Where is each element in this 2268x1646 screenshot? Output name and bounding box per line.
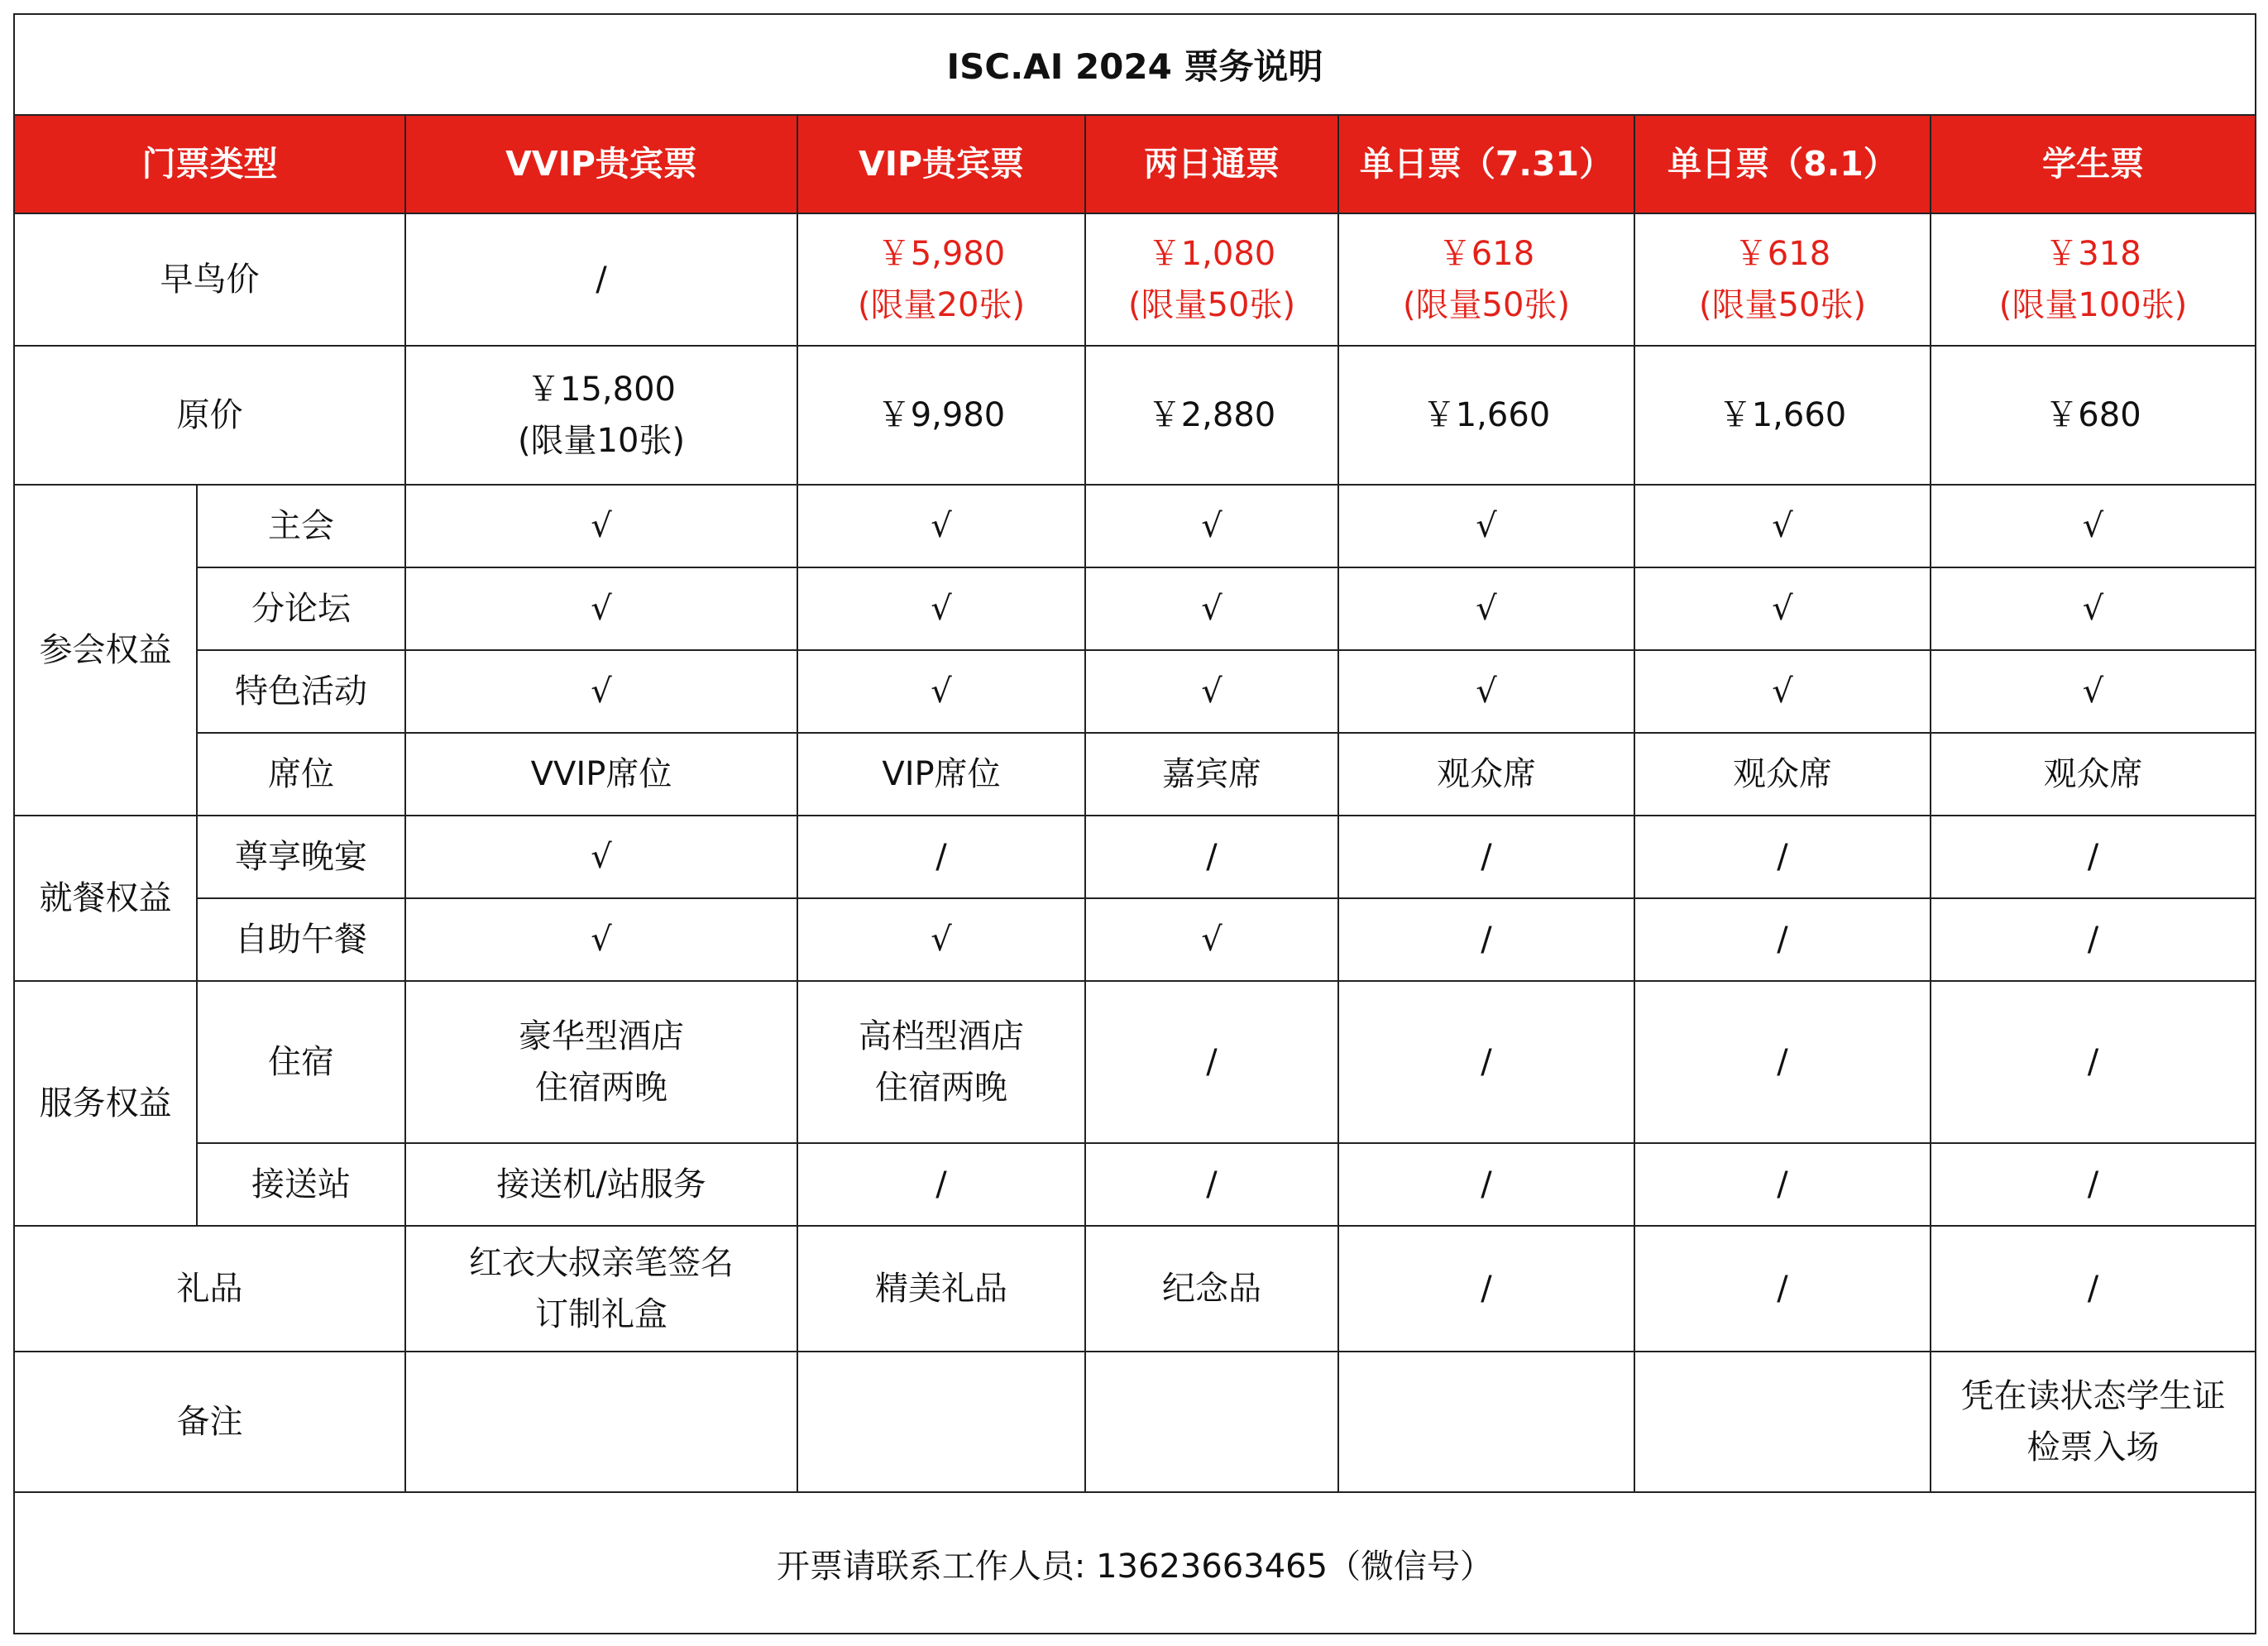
remark-vvip bbox=[405, 1352, 797, 1492]
table-row-gala-dinner bbox=[15, 816, 2255, 898]
remark-student bbox=[1931, 1352, 2255, 1492]
gift-vvip bbox=[405, 1226, 797, 1352]
gift-vvip-line-2: 订制礼盒 bbox=[535, 1295, 667, 1333]
cell-value: 接送机/站服务 bbox=[405, 1143, 797, 1226]
cell-value: / bbox=[1931, 898, 2255, 981]
cell-value: 观众席 bbox=[1634, 733, 1931, 816]
cell-value: / bbox=[1338, 1143, 1634, 1226]
table-row-remark bbox=[15, 1352, 2255, 1492]
cell-value: √ bbox=[405, 567, 797, 650]
cell-value: √ bbox=[1085, 567, 1338, 650]
original-vip: ￥9,980 bbox=[797, 346, 1085, 485]
cell-value: √ bbox=[797, 650, 1085, 733]
early-bird-two-day bbox=[1085, 213, 1338, 346]
header-ticket-type: 门票类型 bbox=[15, 116, 405, 213]
header-vvip: VVIP贵宾票 bbox=[405, 116, 797, 213]
group-label-dining: 就餐权益 bbox=[15, 816, 197, 981]
original-vvip-limit: (限量10张) bbox=[517, 422, 686, 460]
early-bird-two-day-price: ￥1,080 bbox=[1147, 235, 1276, 273]
row-label-original-price: 原价 bbox=[15, 346, 405, 485]
early-bird-student bbox=[1931, 213, 2255, 346]
table-row-early-bird bbox=[15, 213, 2255, 346]
table-row-main-conference bbox=[15, 485, 2255, 567]
early-bird-day-731 bbox=[1338, 213, 1634, 346]
header-day-731: 单日票（7.31） bbox=[1338, 116, 1634, 213]
cell-value: / bbox=[1338, 1226, 1634, 1352]
early-bird-day-731-price: ￥618 bbox=[1438, 235, 1535, 273]
cell-value: 精美礼品 bbox=[797, 1226, 1085, 1352]
early-bird-two-day-limit: (限量50张) bbox=[1127, 286, 1296, 324]
header-student: 学生票 bbox=[1931, 116, 2255, 213]
row-label-seating: 席位 bbox=[197, 733, 405, 816]
remark-vip bbox=[797, 1352, 1085, 1492]
cell-value: / bbox=[797, 1143, 1085, 1226]
table-row-lodging bbox=[15, 981, 2255, 1143]
cell-value: √ bbox=[1931, 650, 2255, 733]
early-bird-student-price: ￥318 bbox=[2045, 235, 2141, 273]
cell-value: √ bbox=[1338, 485, 1634, 567]
cell-value: / bbox=[1634, 1143, 1931, 1226]
cell-value: 嘉宾席 bbox=[1085, 733, 1338, 816]
table-row-transfer bbox=[15, 1143, 2255, 1226]
early-bird-student-limit: (限量100张) bbox=[1998, 286, 2188, 324]
cell-value: √ bbox=[797, 485, 1085, 567]
cell-value: / bbox=[1634, 816, 1931, 898]
original-day-731: ￥1,660 bbox=[1338, 346, 1634, 485]
lodging-vip bbox=[797, 981, 1085, 1143]
lodging-vvip-line-2: 住宿两晚 bbox=[535, 1069, 667, 1107]
cell-value: / bbox=[1085, 981, 1338, 1143]
cell-value: / bbox=[1085, 816, 1338, 898]
header-vip: VIP贵宾票 bbox=[797, 116, 1085, 213]
cell-value: / bbox=[1634, 981, 1931, 1143]
row-label-remark: 备注 bbox=[15, 1352, 405, 1492]
table-row-seating bbox=[15, 733, 2255, 816]
cell-value: √ bbox=[1634, 650, 1931, 733]
original-two-day: ￥2,880 bbox=[1085, 346, 1338, 485]
cell-value: √ bbox=[1338, 567, 1634, 650]
cell-value: VVIP席位 bbox=[405, 733, 797, 816]
cell-value: √ bbox=[1634, 567, 1931, 650]
early-bird-day-81-price: ￥618 bbox=[1734, 235, 1831, 273]
page-title: ISC.AI 2024 票务说明 bbox=[15, 15, 2255, 116]
table-row-buffet-lunch bbox=[15, 898, 2255, 981]
header-two-day: 两日通票 bbox=[1085, 116, 1338, 213]
cell-value: / bbox=[1085, 1143, 1338, 1226]
early-bird-day-81-limit: (限量50张) bbox=[1698, 286, 1867, 324]
gift-vvip-line-1: 红衣大叔亲笔签名 bbox=[469, 1244, 734, 1282]
cell-value: √ bbox=[405, 816, 797, 898]
cell-value: √ bbox=[1085, 485, 1338, 567]
cell-value: √ bbox=[1085, 898, 1338, 981]
row-label-main-conference: 主会 bbox=[197, 485, 405, 567]
remark-student-line-2: 检票入场 bbox=[2026, 1428, 2160, 1467]
remark-two-day bbox=[1085, 1352, 1338, 1492]
cell-value: √ bbox=[1085, 650, 1338, 733]
cell-value: √ bbox=[405, 650, 797, 733]
cell-value: / bbox=[1338, 898, 1634, 981]
row-label-gala-dinner: 尊享晚宴 bbox=[197, 816, 405, 898]
row-label-early-bird: 早鸟价 bbox=[15, 213, 405, 346]
cell-value: √ bbox=[405, 485, 797, 567]
early-bird-vvip: / bbox=[405, 213, 797, 346]
early-bird-day-731-limit: (限量50张) bbox=[1402, 286, 1571, 324]
table-header-row bbox=[15, 116, 2255, 213]
cell-value: √ bbox=[1931, 567, 2255, 650]
cell-value: / bbox=[797, 816, 1085, 898]
remark-day-731 bbox=[1338, 1352, 1634, 1492]
ticket-sheet bbox=[13, 13, 2256, 1634]
cell-value: √ bbox=[797, 567, 1085, 650]
cell-value: √ bbox=[1338, 650, 1634, 733]
cell-value: 纪念品 bbox=[1085, 1226, 1338, 1352]
cell-value: √ bbox=[797, 898, 1085, 981]
original-vvip bbox=[405, 346, 797, 485]
cell-value: 观众席 bbox=[1338, 733, 1634, 816]
lodging-vip-line-2: 住宿两晚 bbox=[875, 1069, 1007, 1107]
early-bird-vip-price: ￥5,980 bbox=[877, 235, 1006, 273]
lodging-vvip-line-1: 豪华型酒店 bbox=[519, 1017, 684, 1055]
cell-value: / bbox=[1338, 816, 1634, 898]
contact-footer: 开票请联系工作人员: 13623663465（微信号） bbox=[776, 1547, 1494, 1586]
early-bird-vip-limit: (限量20张) bbox=[857, 286, 1026, 324]
cell-value: / bbox=[1931, 981, 2255, 1143]
table-row-sub-forum bbox=[15, 567, 2255, 650]
row-label-lodging: 住宿 bbox=[197, 981, 405, 1143]
header-day-81: 单日票（8.1） bbox=[1634, 116, 1931, 213]
table-row-gift bbox=[15, 1226, 2255, 1352]
row-label-sub-forum: 分论坛 bbox=[197, 567, 405, 650]
row-label-special-events: 特色活动 bbox=[197, 650, 405, 733]
ticket-table bbox=[15, 116, 2255, 1493]
cell-value: / bbox=[1634, 898, 1931, 981]
cell-value: VIP席位 bbox=[797, 733, 1085, 816]
cell-value: √ bbox=[1634, 485, 1931, 567]
remark-day-81 bbox=[1634, 1352, 1931, 1492]
table-row-special-events bbox=[15, 650, 2255, 733]
cell-value: / bbox=[1931, 1143, 2255, 1226]
original-day-81: ￥1,660 bbox=[1634, 346, 1931, 485]
cell-value: / bbox=[1338, 981, 1634, 1143]
cell-value: √ bbox=[405, 898, 797, 981]
cell-value: / bbox=[1931, 816, 2255, 898]
cell-value: 观众席 bbox=[1931, 733, 2255, 816]
early-bird-day-81 bbox=[1634, 213, 1931, 346]
cell-value: / bbox=[1634, 1226, 1931, 1352]
original-vvip-price: ￥15,800 bbox=[527, 371, 676, 409]
group-label-service: 服务权益 bbox=[15, 981, 197, 1226]
row-label-buffet-lunch: 自助午餐 bbox=[197, 898, 405, 981]
table-row-original-price bbox=[15, 346, 2255, 485]
row-label-transfer: 接送站 bbox=[197, 1143, 405, 1226]
original-student: ￥680 bbox=[1931, 346, 2255, 485]
group-label-attend: 参会权益 bbox=[15, 485, 197, 816]
cell-value: √ bbox=[1931, 485, 2255, 567]
early-bird-vip bbox=[797, 213, 1085, 346]
cell-value: / bbox=[1931, 1226, 2255, 1352]
remark-student-line-1: 凭在读状态学生证 bbox=[1960, 1377, 2226, 1415]
lodging-vip-line-1: 高档型酒店 bbox=[859, 1017, 1024, 1055]
lodging-vvip bbox=[405, 981, 797, 1143]
row-label-gift: 礼品 bbox=[15, 1226, 405, 1352]
